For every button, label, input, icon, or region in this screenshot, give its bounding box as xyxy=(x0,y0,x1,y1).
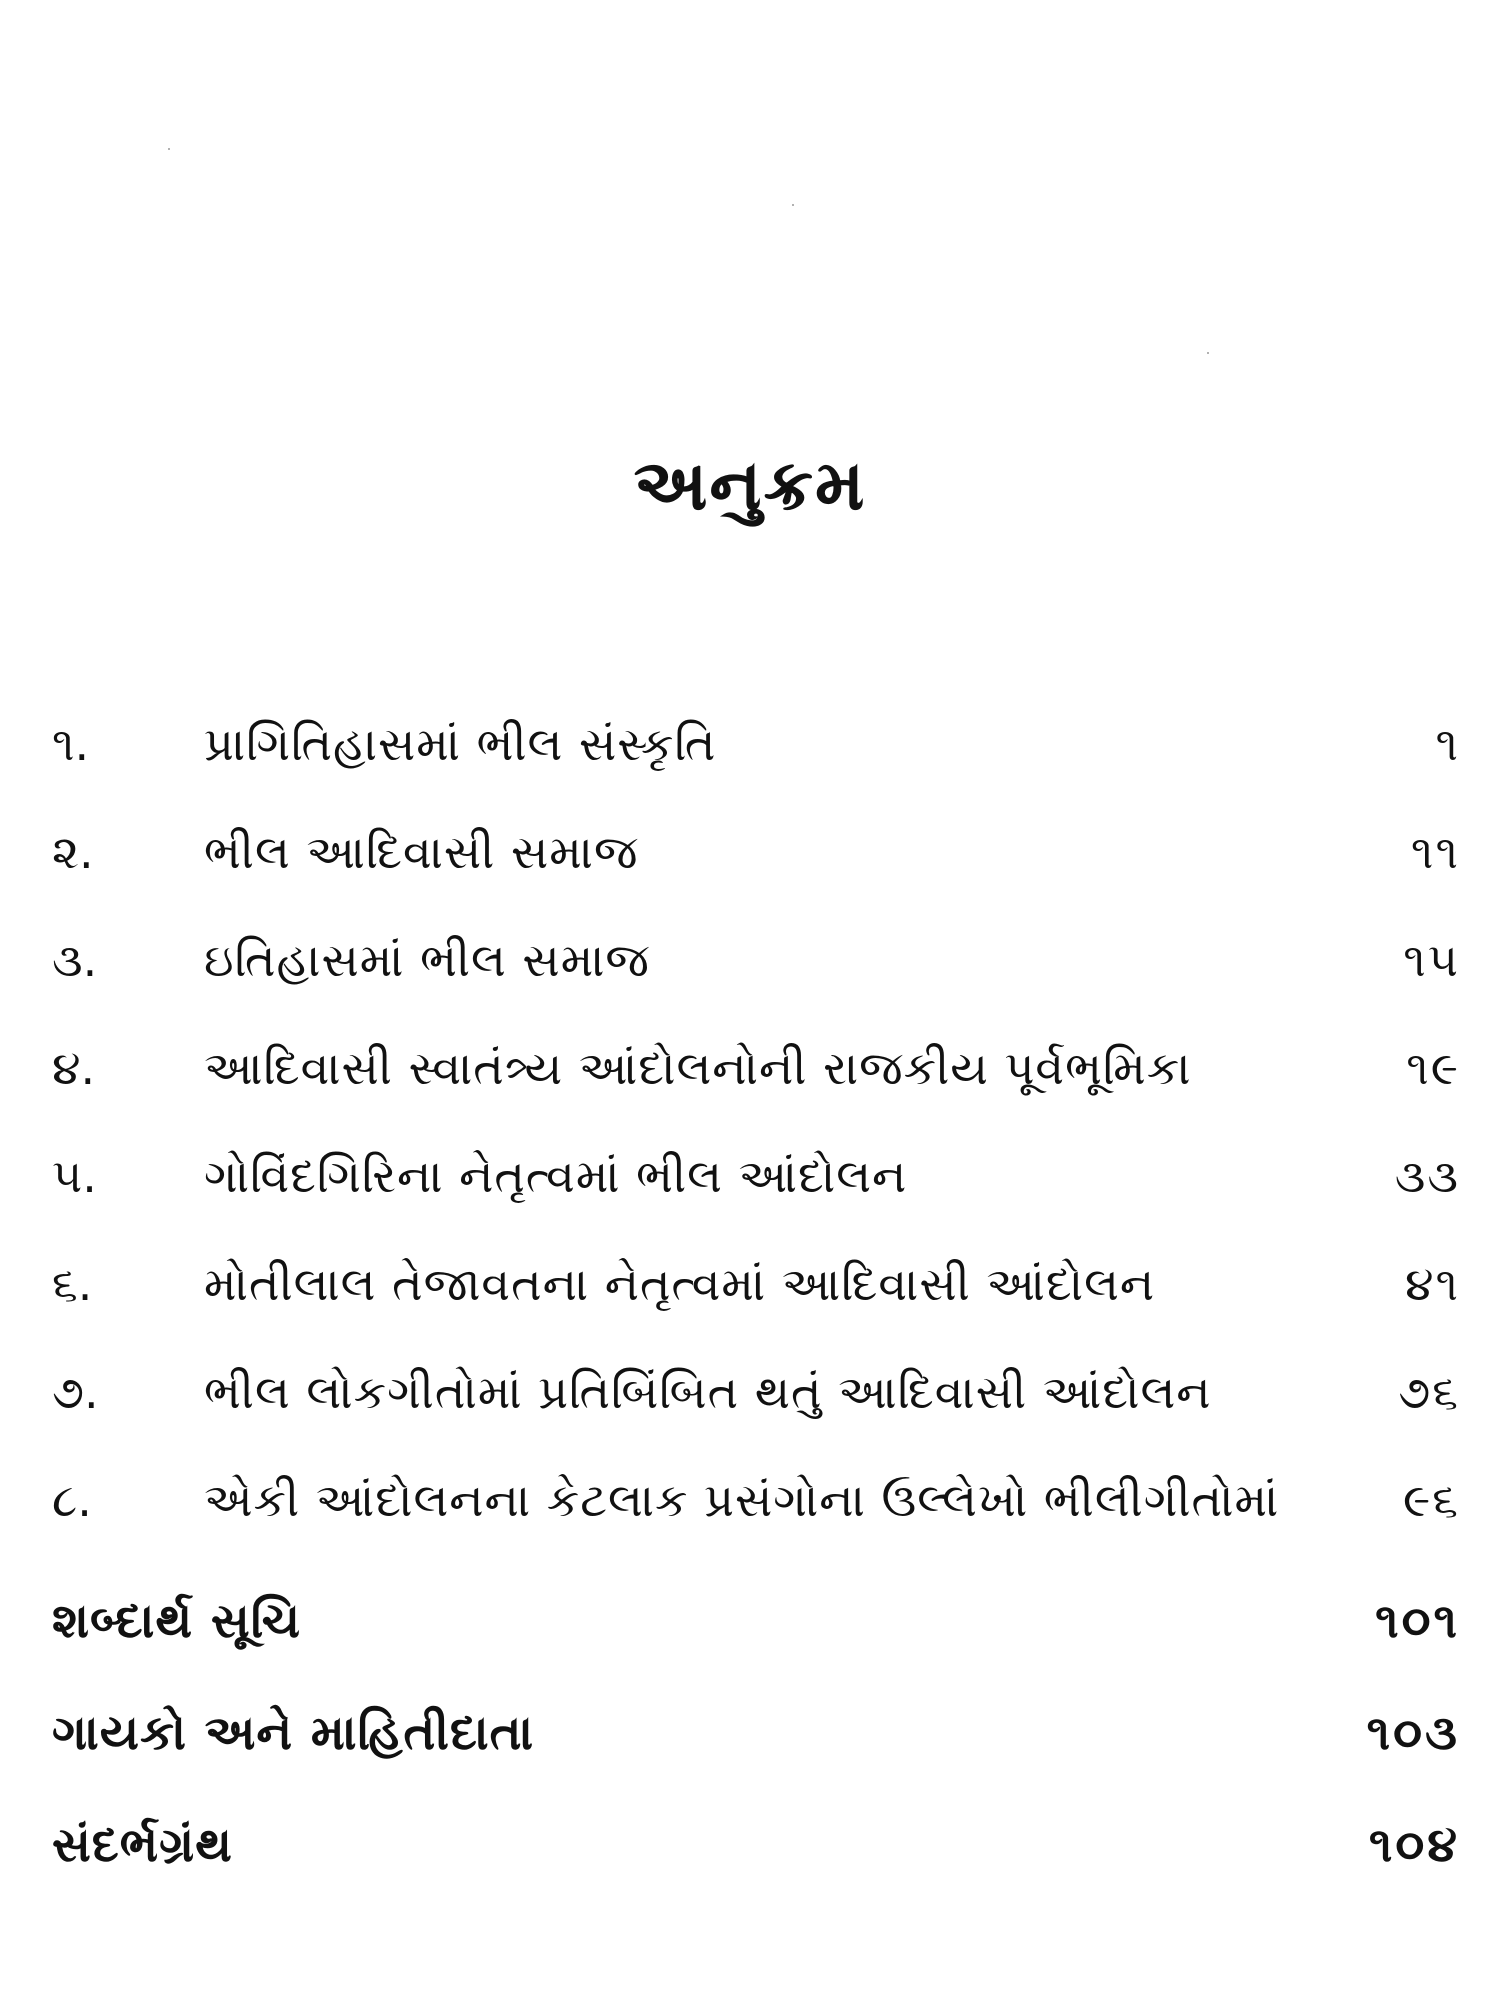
chapter-number: ૭. xyxy=(52,1365,99,1419)
chapter-number: ૫. xyxy=(52,1149,97,1203)
chapter-title: પ્રાગિતિહાસમાં ભીલ સંસ્કૃતિ xyxy=(204,717,717,771)
chapter-page: ૧૧ xyxy=(1410,825,1460,879)
backmatter-row[interactable] xyxy=(52,1789,1460,1901)
chapter-list xyxy=(52,690,1460,1554)
chapter-page: ૧૯ xyxy=(1406,1041,1460,1095)
paper-speck xyxy=(1207,352,1209,354)
chapter-row[interactable] xyxy=(52,1014,1460,1122)
backmatter-page: ૧૦૩ xyxy=(1366,1705,1460,1761)
chapter-title: મોતીલાલ તેજાવતના નેતૃત્વમાં આદિવાસી આંદોલન xyxy=(204,1257,1156,1311)
chapter-title: ભીલ આદિવાસી સમાજ xyxy=(204,825,639,879)
chapter-number: ૬. xyxy=(52,1257,93,1311)
chapter-row[interactable] xyxy=(52,906,1460,1014)
backmatter-row[interactable] xyxy=(52,1677,1460,1789)
chapter-page: ૭૬ xyxy=(1398,1365,1460,1419)
backmatter-title: સંદર્ભગ્રંથ xyxy=(52,1817,233,1873)
backmatter-title: શબ્દાર્થ સૂચિ xyxy=(52,1593,302,1649)
backmatter-title: ગાયકો અને માહિતીદાતા xyxy=(52,1705,535,1761)
paper-speck xyxy=(792,204,794,206)
backmatter-page: ૧૦૧ xyxy=(1375,1593,1460,1649)
chapter-page: ૧૫ xyxy=(1403,933,1460,987)
chapter-title: એકી આંદોલનના કેટલાક પ્રસંગોના ઉલ્લેખો ભીલીગીતોમાં xyxy=(204,1473,1280,1527)
backmatter-row[interactable] xyxy=(52,1565,1460,1677)
page-title: અનુક્રમ xyxy=(633,444,867,526)
chapter-number: ૧. xyxy=(52,717,90,771)
paper-speck xyxy=(168,148,170,150)
chapter-page: ૧ xyxy=(1435,717,1460,771)
chapter-row[interactable] xyxy=(52,1122,1460,1230)
chapter-page: ૯૬ xyxy=(1403,1473,1460,1527)
chapter-page: ૩૩ xyxy=(1394,1149,1460,1203)
chapter-row[interactable] xyxy=(52,1230,1460,1338)
chapter-title: આદિવાસી સ્વાતંત્ર્ય આંદોલનોની રાજકીય પૂર્વભૂમિકા xyxy=(204,1041,1192,1095)
chapter-row[interactable] xyxy=(52,690,1460,798)
chapter-number: ૨. xyxy=(52,825,94,879)
chapter-number: ૪. xyxy=(52,1041,96,1095)
chapter-page: ૪૧ xyxy=(1404,1257,1460,1311)
backmatter-list xyxy=(52,1565,1460,1901)
chapter-title: ઇતિહાસમાં ભીલ સમાજ xyxy=(204,933,650,987)
chapter-row[interactable] xyxy=(52,798,1460,906)
backmatter-page: ૧૦૪ xyxy=(1368,1817,1460,1873)
chapter-number: ૮. xyxy=(52,1473,92,1527)
chapter-title: ગોવિંદગિરિના નેતૃત્વમાં ભીલ આંદોલન xyxy=(204,1149,908,1203)
chapter-row[interactable] xyxy=(52,1446,1460,1554)
chapter-number: ૩. xyxy=(52,933,98,987)
chapter-row[interactable] xyxy=(52,1338,1460,1446)
chapter-title: ભીલ લોકગીતોમાં પ્રતિબિંબિત થતું આદિવાસી આંદોલન xyxy=(204,1365,1212,1419)
